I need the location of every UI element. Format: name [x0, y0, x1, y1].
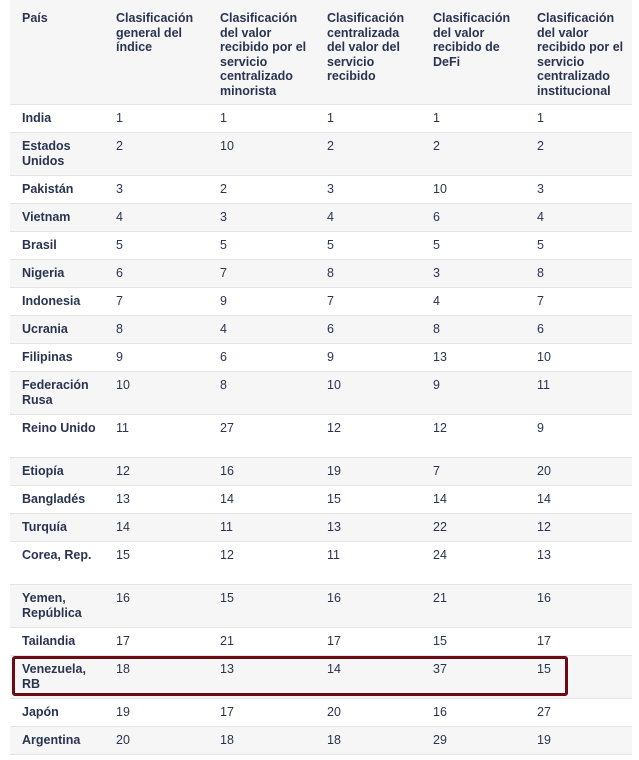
- cell-overall-rank: 5: [104, 232, 208, 260]
- cell-centralized-rank: 2: [315, 133, 421, 176]
- cell-overall-rank: 2: [104, 133, 208, 176]
- cell-retail-rank: 8: [208, 372, 315, 415]
- cell-centralized-rank: 9: [315, 344, 421, 372]
- cell-centralized-rank: 4: [315, 204, 421, 232]
- cell-defi-rank: 15: [421, 628, 525, 656]
- cell-centralized-rank: 16: [315, 585, 421, 628]
- cell-centralized-rank: 3: [315, 176, 421, 204]
- cell-retail-rank: 10: [208, 133, 315, 176]
- cell-institutional-rank: 5: [525, 232, 632, 260]
- cell-retail-rank: 27: [208, 415, 315, 458]
- header-retail-rank: Clasificación del valor recibido por el servicio centralizado minorista: [208, 0, 315, 105]
- ranking-table: [10, 0, 632, 755]
- cell-defi-rank: 3: [421, 260, 525, 288]
- cell-country: Nigeria: [10, 260, 104, 288]
- cell-defi-rank: 7: [421, 458, 525, 486]
- table-row: [10, 486, 632, 514]
- cell-retail-rank: 9: [208, 288, 315, 316]
- cell-defi-rank: 4: [421, 288, 525, 316]
- table-row: [10, 585, 632, 628]
- cell-country: Brasil: [10, 232, 104, 260]
- cell-retail-rank: 7: [208, 260, 315, 288]
- cell-overall-rank: 17: [104, 628, 208, 656]
- cell-institutional-rank: 4: [525, 204, 632, 232]
- cell-retail-rank: 11: [208, 514, 315, 542]
- table-row: [10, 316, 632, 344]
- cell-country: Yemen, República: [10, 585, 104, 628]
- cell-country: Japón: [10, 699, 104, 727]
- cell-overall-rank: 8: [104, 316, 208, 344]
- table-header-row: [10, 0, 632, 105]
- table-row: [10, 699, 632, 727]
- table-row: [10, 458, 632, 486]
- table-row: [10, 288, 632, 316]
- cell-institutional-rank: 17: [525, 628, 632, 656]
- table-row: [10, 372, 632, 415]
- cell-defi-rank: 13: [421, 344, 525, 372]
- table-row: [10, 176, 632, 204]
- cell-centralized-rank: 17: [315, 628, 421, 656]
- cell-country: Venezuela, RB: [10, 656, 104, 699]
- cell-retail-rank: 12: [208, 542, 315, 585]
- cell-defi-rank: 10: [421, 176, 525, 204]
- cell-centralized-rank: 7: [315, 288, 421, 316]
- header-centralized-rank: Clasificación centralizada del valor del servicio recibido: [315, 0, 421, 105]
- cell-institutional-rank: 20: [525, 458, 632, 486]
- table-row: [10, 344, 632, 372]
- cell-overall-rank: 18: [104, 656, 208, 699]
- cell-overall-rank: 20: [104, 727, 208, 755]
- cell-overall-rank: 13: [104, 486, 208, 514]
- cell-country: Etiopía: [10, 458, 104, 486]
- table-row: [10, 727, 632, 755]
- cell-institutional-rank: 15: [525, 656, 632, 699]
- cell-defi-rank: 14: [421, 486, 525, 514]
- cell-institutional-rank: 12: [525, 514, 632, 542]
- cell-country: Turquía: [10, 514, 104, 542]
- cell-retail-rank: 1: [208, 105, 315, 133]
- cell-institutional-rank: 16: [525, 585, 632, 628]
- cell-retail-rank: 14: [208, 486, 315, 514]
- cell-centralized-rank: 12: [315, 415, 421, 458]
- cell-overall-rank: 1: [104, 105, 208, 133]
- cell-institutional-rank: 14: [525, 486, 632, 514]
- cell-country: Corea, Rep.: [10, 542, 104, 585]
- cell-centralized-rank: 8: [315, 260, 421, 288]
- cell-centralized-rank: 11: [315, 542, 421, 585]
- cell-country: Federación Rusa: [10, 372, 104, 415]
- cell-institutional-rank: 6: [525, 316, 632, 344]
- table-body: [10, 105, 632, 755]
- table-row: [10, 542, 632, 585]
- cell-centralized-rank: 1: [315, 105, 421, 133]
- cell-overall-rank: 6: [104, 260, 208, 288]
- cell-country: Filipinas: [10, 344, 104, 372]
- cell-overall-rank: 9: [104, 344, 208, 372]
- cell-country: Bangladés: [10, 486, 104, 514]
- cell-retail-rank: 16: [208, 458, 315, 486]
- cell-retail-rank: 13: [208, 656, 315, 699]
- cell-defi-rank: 29: [421, 727, 525, 755]
- cell-overall-rank: 11: [104, 415, 208, 458]
- cell-institutional-rank: 13: [525, 542, 632, 585]
- cell-retail-rank: 5: [208, 232, 315, 260]
- cell-institutional-rank: 2: [525, 133, 632, 176]
- cell-country: Argentina: [10, 727, 104, 755]
- cell-overall-rank: 15: [104, 542, 208, 585]
- cell-centralized-rank: 10: [315, 372, 421, 415]
- cell-overall-rank: 4: [104, 204, 208, 232]
- cell-retail-rank: 2: [208, 176, 315, 204]
- cell-institutional-rank: 3: [525, 176, 632, 204]
- cell-overall-rank: 16: [104, 585, 208, 628]
- table-row: [10, 260, 632, 288]
- cell-retail-rank: 18: [208, 727, 315, 755]
- cell-institutional-rank: 8: [525, 260, 632, 288]
- cell-defi-rank: 1: [421, 105, 525, 133]
- cell-centralized-rank: 6: [315, 316, 421, 344]
- cell-defi-rank: 21: [421, 585, 525, 628]
- cell-overall-rank: 14: [104, 514, 208, 542]
- header-country: País: [10, 0, 104, 105]
- cell-defi-rank: 5: [421, 232, 525, 260]
- cell-centralized-rank: 20: [315, 699, 421, 727]
- table-row: [10, 415, 632, 458]
- table-row: [10, 656, 632, 699]
- cell-defi-rank: 22: [421, 514, 525, 542]
- cell-country: Reino Unido: [10, 415, 104, 458]
- cell-centralized-rank: 14: [315, 656, 421, 699]
- cell-centralized-rank: 5: [315, 232, 421, 260]
- header-institutional-rank: Clasificación del valor recibido por el servicio centralizado institucional: [525, 0, 632, 105]
- cell-retail-rank: 6: [208, 344, 315, 372]
- cell-centralized-rank: 18: [315, 727, 421, 755]
- cell-country: Pakistán: [10, 176, 104, 204]
- table-row: [10, 628, 632, 656]
- cell-defi-rank: 24: [421, 542, 525, 585]
- cell-institutional-rank: 27: [525, 699, 632, 727]
- cell-overall-rank: 12: [104, 458, 208, 486]
- table-row: [10, 232, 632, 260]
- cell-country: Vietnam: [10, 204, 104, 232]
- cell-centralized-rank: 15: [315, 486, 421, 514]
- cell-overall-rank: 3: [104, 176, 208, 204]
- cell-defi-rank: 8: [421, 316, 525, 344]
- cell-institutional-rank: 9: [525, 415, 632, 458]
- header-overall-rank: Clasificación general del índice: [104, 0, 208, 105]
- cell-country: Tailandia: [10, 628, 104, 656]
- cell-defi-rank: 9: [421, 372, 525, 415]
- cell-country: India: [10, 105, 104, 133]
- cell-country: Ucrania: [10, 316, 104, 344]
- cell-country: Estados Unidos: [10, 133, 104, 176]
- cell-retail-rank: 4: [208, 316, 315, 344]
- cell-institutional-rank: 1: [525, 105, 632, 133]
- cell-centralized-rank: 19: [315, 458, 421, 486]
- ranking-table-container: [10, 0, 632, 755]
- table-row: [10, 514, 632, 542]
- cell-defi-rank: 12: [421, 415, 525, 458]
- cell-retail-rank: 15: [208, 585, 315, 628]
- cell-overall-rank: 19: [104, 699, 208, 727]
- cell-defi-rank: 6: [421, 204, 525, 232]
- cell-retail-rank: 17: [208, 699, 315, 727]
- cell-defi-rank: 16: [421, 699, 525, 727]
- cell-overall-rank: 10: [104, 372, 208, 415]
- cell-institutional-rank: 10: [525, 344, 632, 372]
- cell-institutional-rank: 19: [525, 727, 632, 755]
- cell-country: Indonesia: [10, 288, 104, 316]
- cell-defi-rank: 37: [421, 656, 525, 699]
- cell-retail-rank: 21: [208, 628, 315, 656]
- cell-retail-rank: 3: [208, 204, 315, 232]
- cell-institutional-rank: 11: [525, 372, 632, 415]
- cell-overall-rank: 7: [104, 288, 208, 316]
- cell-defi-rank: 2: [421, 133, 525, 176]
- cell-institutional-rank: 7: [525, 288, 632, 316]
- table-row: [10, 204, 632, 232]
- cell-centralized-rank: 13: [315, 514, 421, 542]
- table-row: [10, 133, 632, 176]
- header-defi-rank: Clasificación del valor recibido de DeFi: [421, 0, 525, 105]
- table-row: [10, 105, 632, 133]
